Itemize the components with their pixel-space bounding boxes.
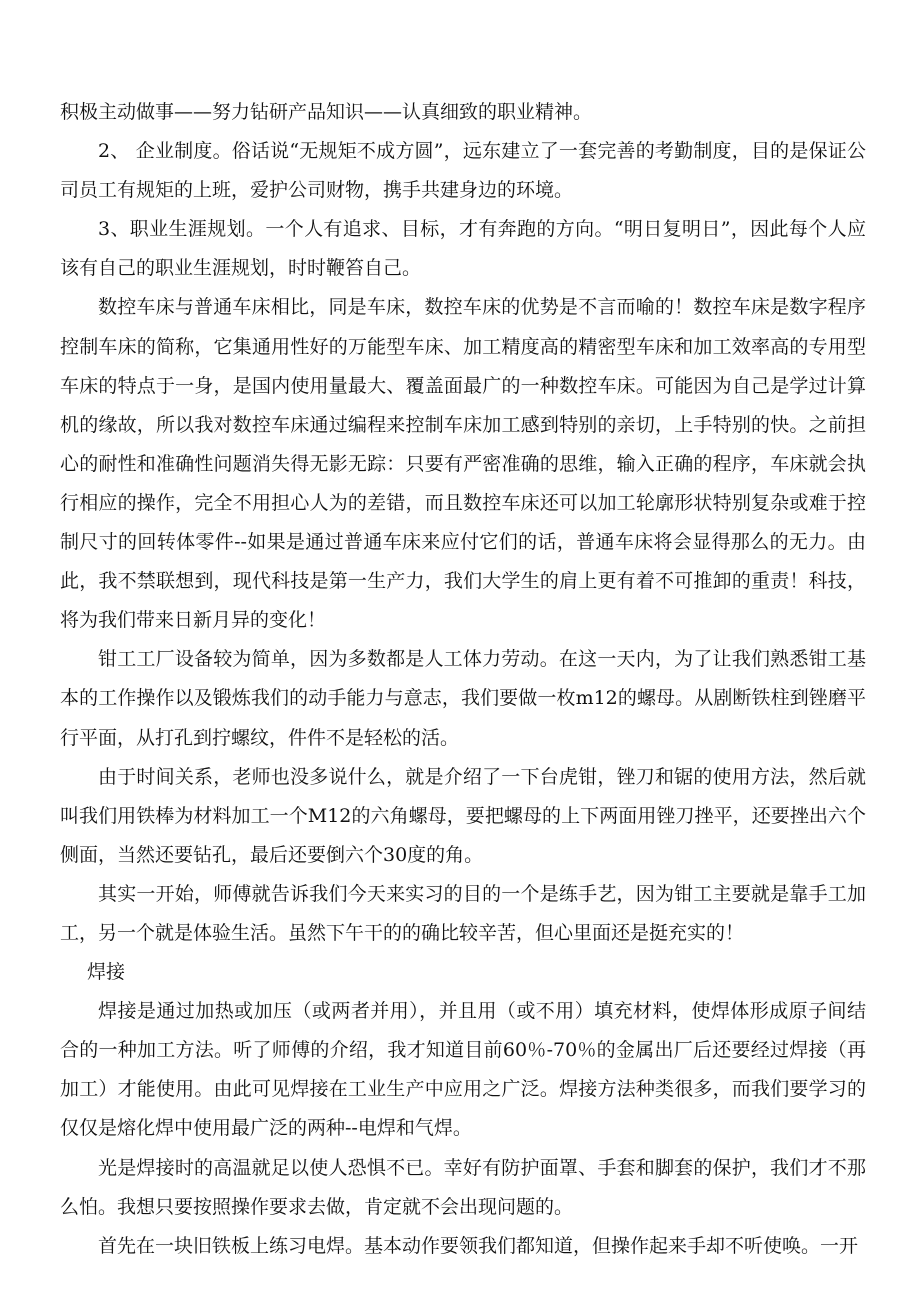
document-body bbox=[60, 93, 866, 1266]
paragraph-cnc-lathe: 数控车床与普通车床相比，同是车床，数控车床的优势是不言而喻的！数控车床是数字程序控制车床的简称，它集通用性好的万能型车床、加工精度高的精密型车床和加工效率高的专用型车床的特点于一身，是国内使用量最大、覆盖面最广的一种数控车床。可能因为自己是学过计算机的缘故，所以我对数控车床通过编程来控制车床加工感到特别的亲切，上手特别的快。之前担心的耐性和准确性问题消失得无影无踪：只要有严密准确的思维，输入正确的程序，车床就会执行相应的操作，完全不用担心人为的差错，而且数控车床还可以加工轮廓形状特别复杂或难于控制尺寸的回转体零件--如果是通过普通车床来应付它们的话，普通车床将会显得那么的无力。由此，我不禁联想到，现代科技是第一生产力，我们大学生的肩上更有着不可推卸的重责！科技，将为我们带来日新月异的变化！ bbox=[60, 296, 866, 632]
paragraph-welding-definition: 焊接是通过加热或加压（或两者并用），并且用（或不用）填充材料，使焊体形成原子间结合的一种加工方法。听了师傅的介绍，我才知道目前60％-70％的金属出厂后还要经过焊接（再加工）才能使用。由此可见焊接在工业生产中应用之广泛。焊接方法种类很多，而我们要学习的仅仅是熔化焊中使用最广泛的两种--电焊和气焊。 bbox=[60, 1000, 866, 1140]
paragraph-company-rules: 2、 企业制度。俗话说“无规矩不成方圆”，远东建立了一套完善的考勤制度，目的是保证公司员工有规矩的上班，爱护公司财物，携手共建身边的环境。 bbox=[60, 140, 866, 202]
paragraph-fitter-workshop: 钳工工厂设备较为简单，因为多数都是人工体力劳动。在这一天内，为了让我们熟悉钳工基本的工作操作以及锻炼我们的动手能力与意志，我们要做一枚m12的螺母。从剧断铁柱到锉磨平行平面，从打孔到拧螺纹，件件不是轻松的活。 bbox=[60, 648, 866, 749]
section-heading-welding: 焊接 bbox=[87, 961, 126, 984]
paragraph-welding-safety: 光是焊接时的高温就足以使人恐惧不已。幸好有防护面罩、手套和脚套的保护，我们才不那么怕。我想只要按照操作要求去做，肯定就不会出现问题的。 bbox=[60, 1156, 866, 1218]
paragraph-fitter-purpose: 其实一开始，师傅就告诉我们今天来实习的目的一个是练手艺，因为钳工主要就是靠手工加工，另一个就是体验生活。虽然下午干的的确比较辛苦，但心里面还是挺充实的！ bbox=[60, 882, 866, 944]
paragraph-career-planning: 3、职业生涯规划。一个人有追求、目标，才有奔跑的方向。“明日复明日”，因此每个人应该有自己的职业生涯规划，时时鞭笞自己。 bbox=[60, 218, 866, 280]
paragraph-fitter-task: 由于时间关系，老师也没多说什么，就是介绍了一下台虎钳，锉刀和锯的使用方法，然后就叫我们用铁棒为材料加工一个M12的六角螺母，要把螺母的上下两面用锉刀挫平，还要挫出六个侧面，当然还要钻孔，最后还要倒六个30度的角。 bbox=[60, 765, 866, 866]
paragraph-professional-spirit: 积极主动做事——努力钻研产品知识——认真细致的职业精神。 bbox=[60, 101, 593, 123]
paragraph-welding-practice: 首先在一块旧铁板上练习电焊。基本动作要领我们都知道，但操作起来手却不听使唤。一开 bbox=[98, 1234, 859, 1257]
